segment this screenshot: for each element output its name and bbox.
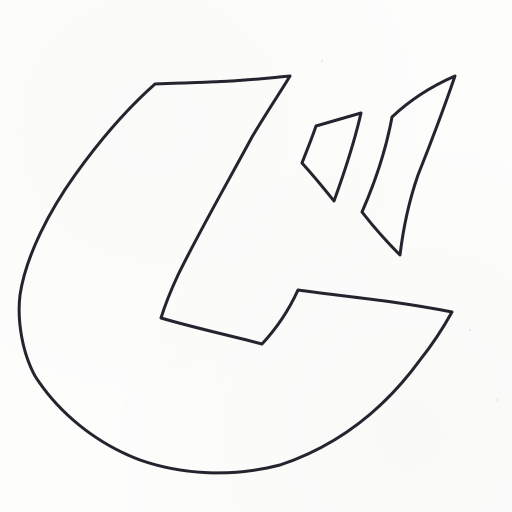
- paper-speck: [496, 399, 497, 400]
- paper-speck: [159, 479, 160, 480]
- paper-speck: [321, 60, 322, 61]
- logo-left-accent-outline: [302, 113, 361, 201]
- logo-right-accent-outline: [362, 76, 455, 255]
- paper-speck: [469, 329, 471, 331]
